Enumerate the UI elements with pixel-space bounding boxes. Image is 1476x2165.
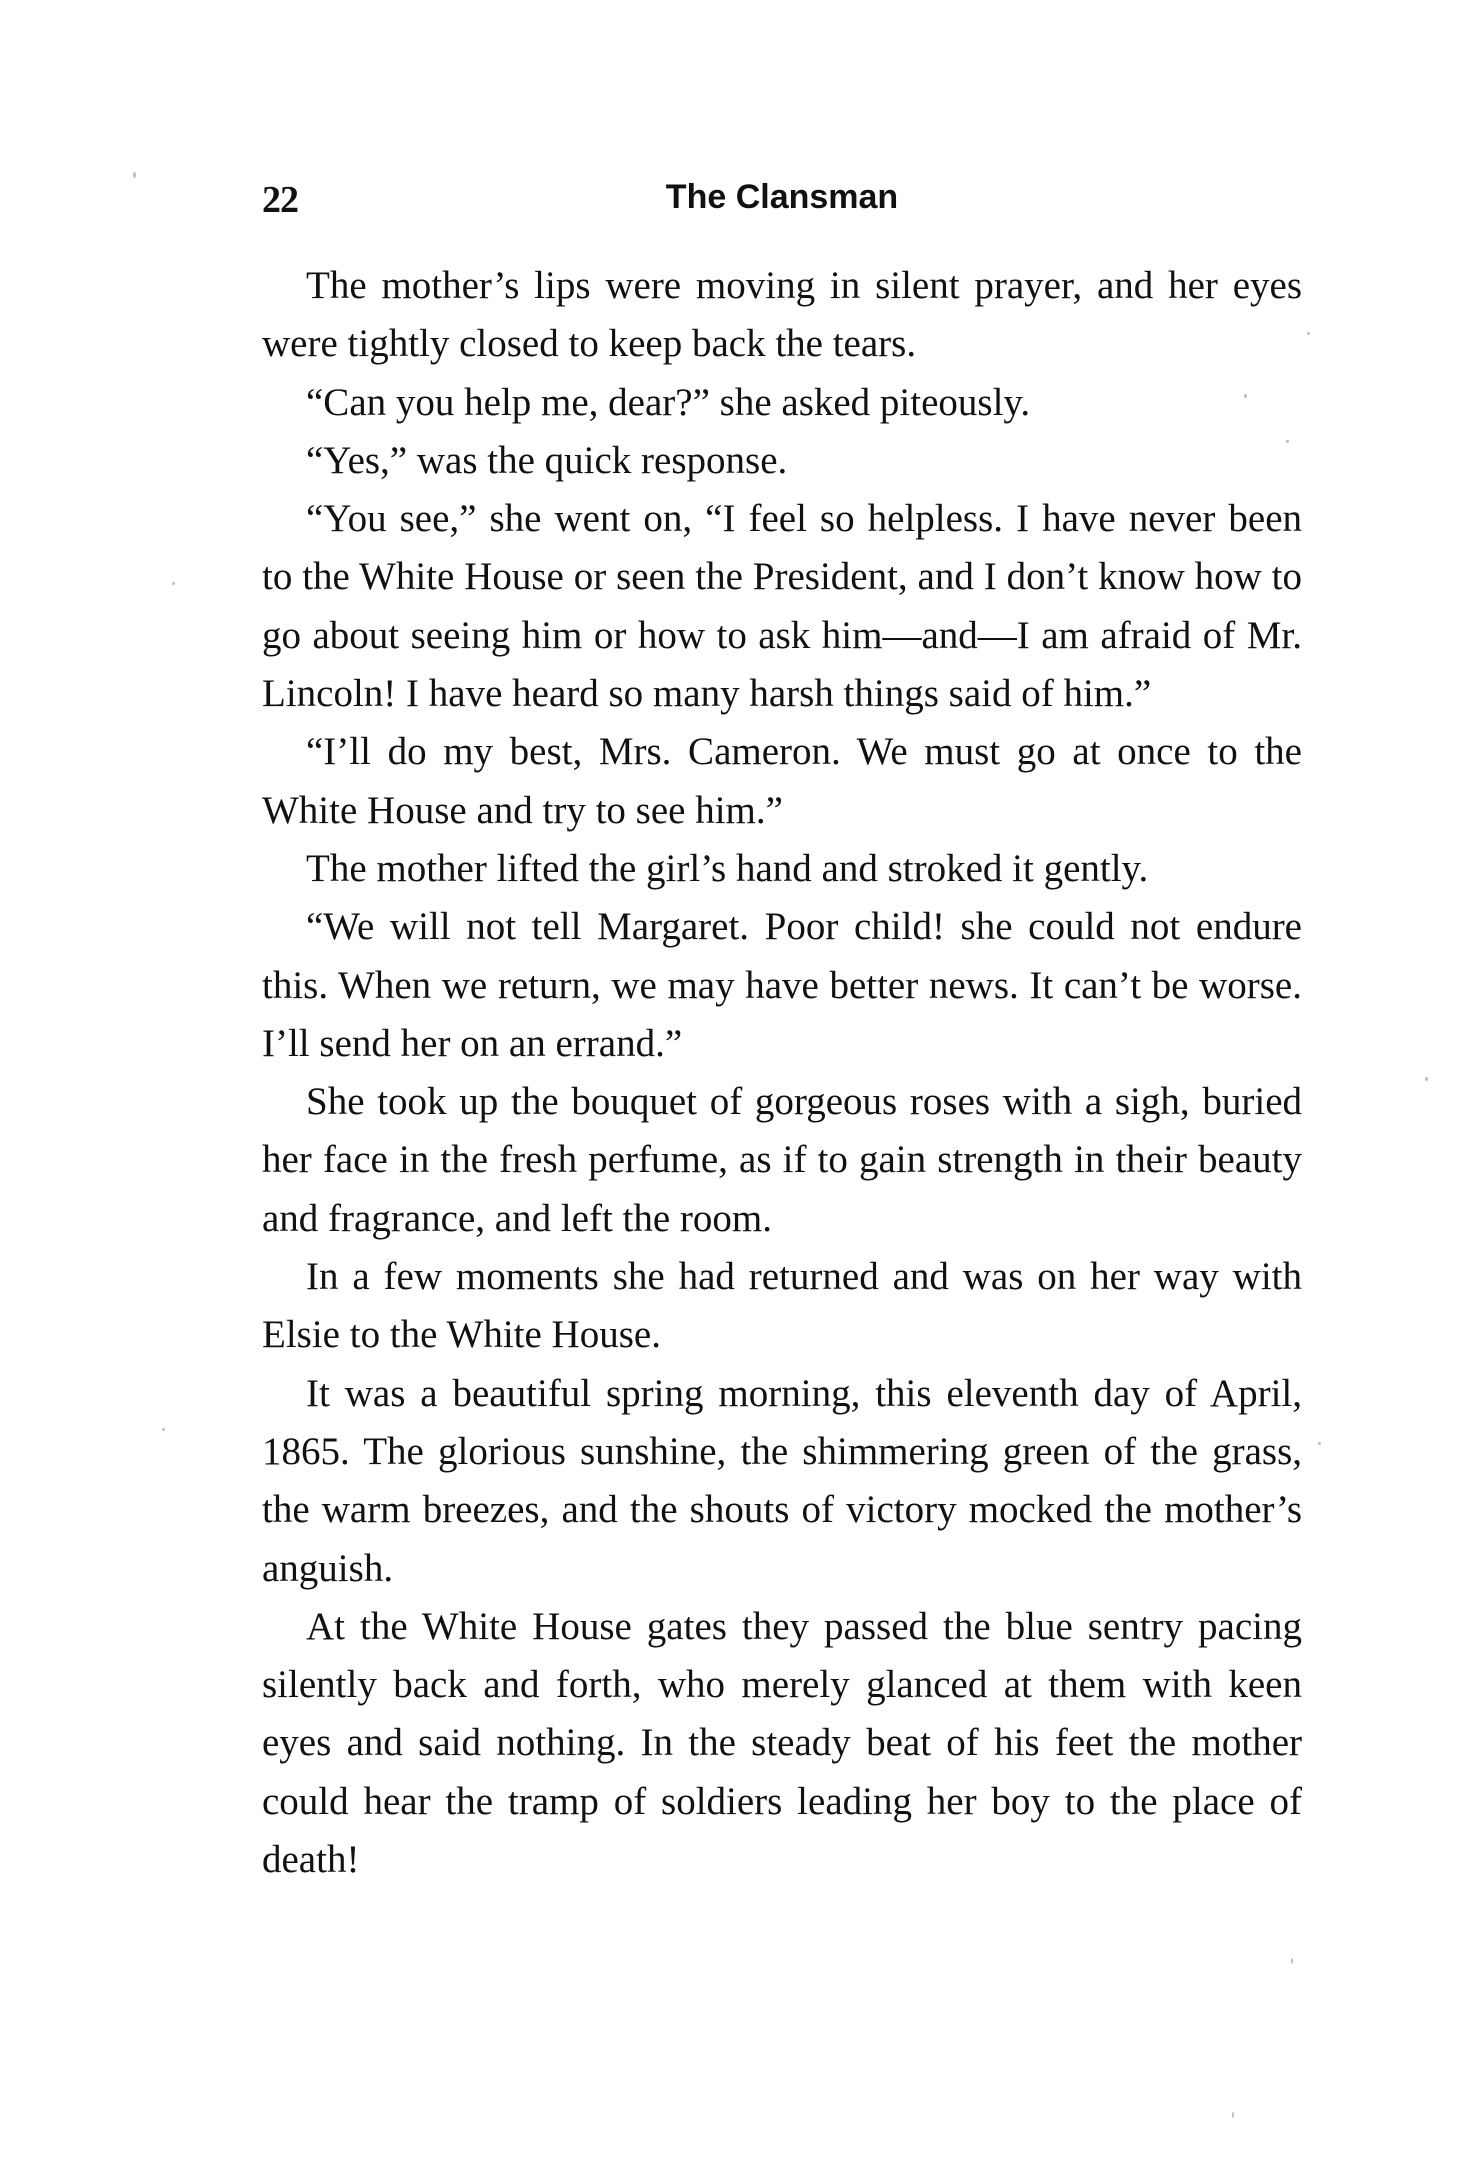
paragraph: “You see,” she went on, “I feel so helpless. I have never been to the White House or seen the President, and I don’t know how to go about seeing him or how to ask him—and—I am afraid of Mr. Lincoln! I have heard so many harsh things said of him.”	[262, 497, 1302, 716]
page-header	[262, 178, 1302, 238]
scan-speck	[1232, 2112, 1234, 2118]
scan-speck	[133, 172, 136, 178]
paragraph: It was a beautiful spring morning, this eleventh day of April, 1865. The glorious sunshine, the shimmering green of the grass, the warm breezes, and the shouts of victory mocked the mother’s anguish.	[262, 1371, 1302, 1590]
paragraph: She took up the bouquet of gorgeous roses with a sigh, buried her face in the fresh perfume, as if to gain strength in their beauty and fragrance, and left the room.	[262, 1080, 1302, 1240]
scan-speck	[162, 1428, 165, 1431]
scan-speck	[1318, 1442, 1321, 1445]
paragraph: “I’ll do my best, Mrs. Cameron. We must go at once to the White House and try to see him.”	[262, 730, 1302, 832]
paragraph: The mother’s lips were moving in silent prayer, and her eyes were tightly closed to keep back the tears.	[262, 264, 1302, 366]
body-text	[262, 257, 1302, 1889]
paragraph: In a few moments she had returned and was on her way with Elsie to the White House.	[262, 1255, 1302, 1357]
scan-speck	[172, 582, 175, 585]
paragraph: “We will not tell Margaret. Poor child! she could not endure this. When we return, we may have better news. It can’t be worse. I’ll send her on an errand.”	[262, 905, 1302, 1065]
scan-speck	[1307, 332, 1310, 335]
scan-speck	[1291, 1958, 1293, 1964]
scan-speck	[1244, 394, 1247, 398]
running-title: The Clansman	[665, 178, 899, 216]
paragraph: The mother lifted the girl’s hand and stroked it gently.	[306, 846, 1149, 890]
paragraph: At the White House gates they passed the blue sentry pacing silently back and forth, who merely glanced at them with keen eyes and said nothing. In the steady beat of his feet the mother could hear the tramp of soldiers leading her boy to the place of death!	[262, 1604, 1302, 1882]
page-number: 22	[262, 179, 298, 221]
paragraph: “Yes,” was the quick response.	[306, 438, 788, 482]
scan-speck	[1425, 1077, 1428, 1081]
paragraph: “Can you help me, dear?” she asked piteously.	[306, 380, 1031, 424]
scan-speck	[1286, 440, 1289, 443]
